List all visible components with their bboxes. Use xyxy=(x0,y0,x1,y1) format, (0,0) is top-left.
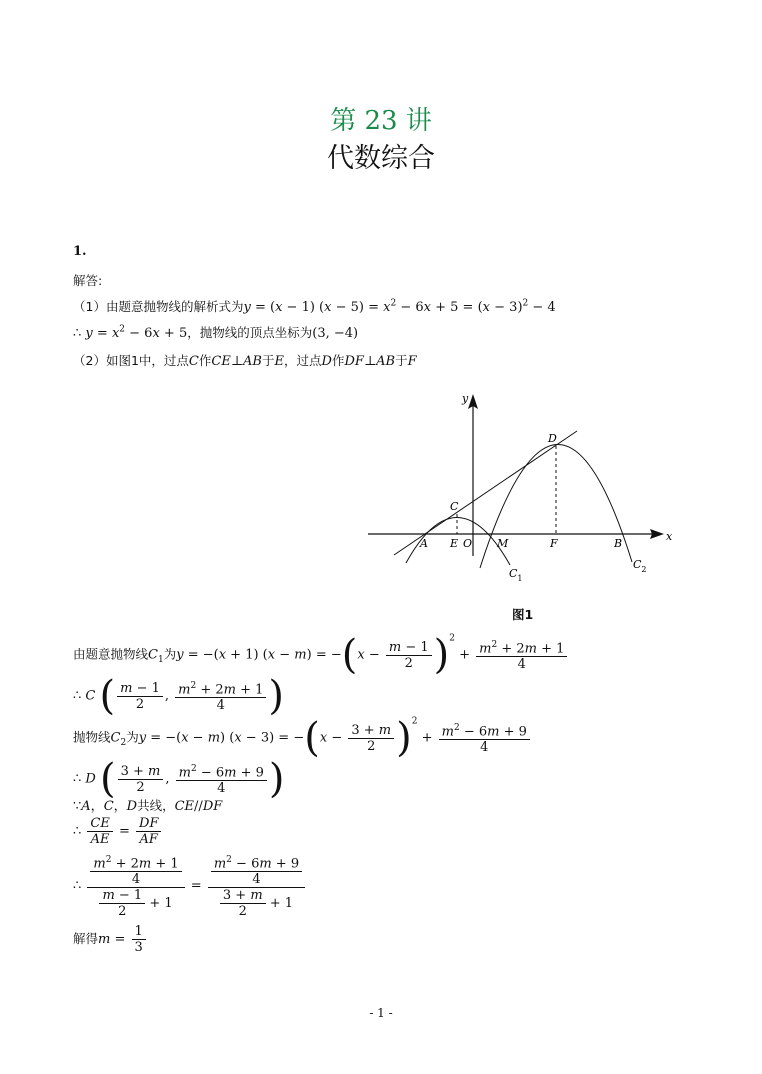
page-number: - 1 - xyxy=(369,1006,393,1020)
label-c: C xyxy=(450,500,459,513)
label-e: E xyxy=(450,537,459,550)
label-c1: $C_1$ xyxy=(509,567,523,583)
figure-caption: 图1 xyxy=(512,607,534,622)
ratio-line: ∴ $\frac{CE}{AE}$ = $\frac{DF}{AF}$ xyxy=(73,816,163,847)
lesson-title: 第 23 讲 xyxy=(330,106,432,136)
collinear-line: ∵A，C，D共线，CE//DF xyxy=(73,798,223,814)
point-d-coords: ∴ D ( $\frac{3 + m}{2}$ , $\frac{m^2 - 6m + 9}{4}$ ) xyxy=(73,756,285,802)
problem-number: 1. xyxy=(73,244,87,259)
solution-line: 解得m = $\frac{1}{3}$ xyxy=(73,924,148,955)
label-y: y xyxy=(462,392,469,405)
label-c2: $C_2$ xyxy=(633,558,647,574)
label-d: D xyxy=(548,432,557,445)
label-f: F xyxy=(550,537,558,550)
c2-equation: 抛物线$C_2$为y = −(x − m) (x − 3) = −(x − $\frac{3 + m}{2}$ )$^2$ + $\frac{m^2 - 6m + 9}{4}$ xyxy=(73,715,532,761)
compound-equation: ∴ $\frac{m^2 + 2m + 1}{4}$ $\frac{m - 1}{2}$ + 1 = $\frac{m^2 - 6m + 9}{4}$ $\frac{3 + m}{2}$ + 1 xyxy=(73,853,307,919)
c1-equation: 由题意抛物线$C_1$为y = −(x + 1) (x − m) = −(x − $\frac{m - 1}{2}$ )$^2$ + $\frac{m^2 + 2m + 1}{4}$ xyxy=(73,632,569,678)
x-axis-arrow xyxy=(650,529,664,539)
label-b: B xyxy=(614,537,623,550)
topic-title: 代数综合 xyxy=(327,143,435,174)
answer-label: 解答: xyxy=(73,273,103,288)
point-c-coords: ∴ C ( $\frac{m - 1}{2}$ , $\frac{m^2 + 2m + 1}{4}$ ) xyxy=(73,673,285,719)
label-a: A xyxy=(420,537,428,550)
label-o: O xyxy=(463,537,473,550)
part2-construction: （2）如图1中，过点C作CE⊥AB于E，过点D作DF⊥AB于F xyxy=(73,353,417,369)
part1-vertex: ∴ $y = x^2 - 6x + 5$，抛物线的顶点坐标为(3, −4) xyxy=(73,324,359,341)
label-x: x xyxy=(666,530,673,543)
part1-equation: （1）由题意抛物线的解析式为y = (x − 1) $(x - 5) = x^2 - 6x + 5 = (x - 3)^2 - 4$ xyxy=(73,298,556,315)
label-m: M xyxy=(497,537,509,550)
